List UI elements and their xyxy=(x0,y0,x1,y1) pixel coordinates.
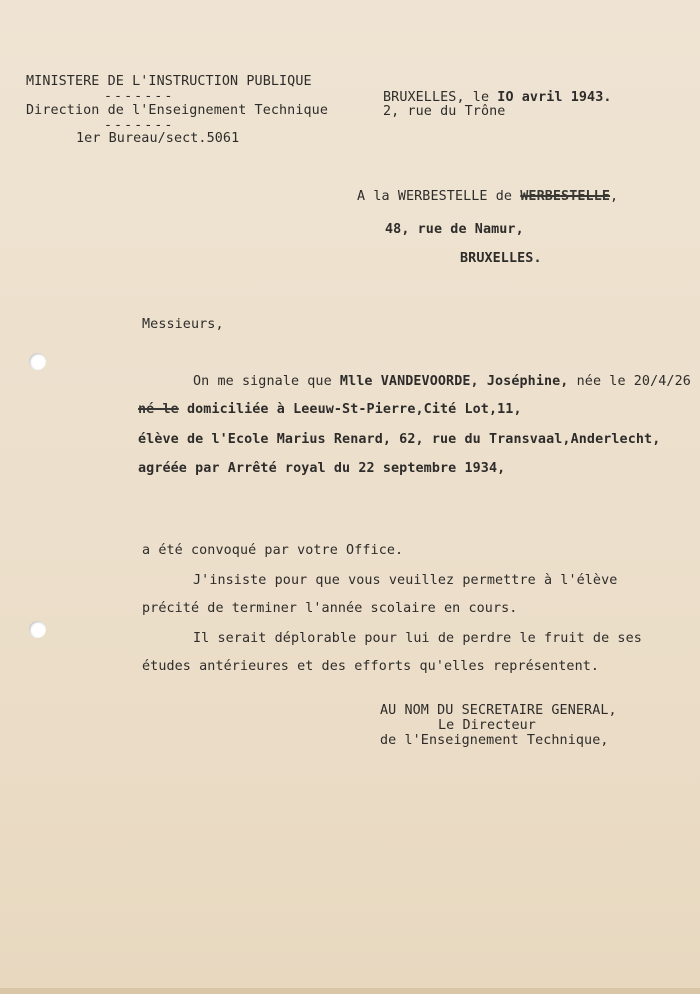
body-p4-line1: Il serait déplorable pour lui de perdre le fruit de ses xyxy=(193,631,642,646)
heading-dashes-1: ------- xyxy=(104,89,175,104)
heading-dashes-2: ------- xyxy=(104,118,175,133)
p1-struck-text: né le xyxy=(138,402,179,417)
p1-prefix: On me signale que xyxy=(193,374,340,389)
bureau-reference: 1er Bureau/sect.5061 xyxy=(76,131,240,146)
punch-hole-bottom xyxy=(29,621,46,638)
recipient-line xyxy=(357,189,618,205)
paper-bottom-edge xyxy=(0,988,700,994)
signature-line3: de l'Enseignement Technique, xyxy=(380,733,609,748)
recipient-address: 48, rue de Namur, xyxy=(385,222,524,237)
salutation: Messieurs, xyxy=(142,317,224,332)
direction-heading: Direction de l'Enseignement Technique xyxy=(26,103,328,118)
recipient-name: WERBESTELLE de xyxy=(397,189,521,204)
punch-hole-top xyxy=(29,353,46,370)
p1-birth: née le 20/4/26 xyxy=(568,374,691,389)
sender-street: 2, rue du Trône xyxy=(383,104,506,119)
p1-name: VANDEVOORDE, Joséphine, xyxy=(372,374,569,389)
signature-line2: Le Directeur xyxy=(438,718,536,733)
body-p1-line2 xyxy=(138,402,522,418)
body-p1-line4: agréée par Arrêté royal du 22 septembre 1934, xyxy=(138,461,506,476)
body-p1-line1 xyxy=(193,374,691,390)
body-p4-line2: études antérieures et des efforts qu'elles représentent. xyxy=(142,659,600,674)
ministry-heading: MINISTERE DE L'INSTRUCTION PUBLIQUE xyxy=(26,74,312,89)
body-p1-line3: élève de l'Ecole Marius Renard, 62, rue du Transvaal,Anderlecht, xyxy=(138,432,661,447)
recipient-prefix: A la xyxy=(357,189,398,204)
recipient-suffix: , xyxy=(610,189,619,204)
body-p3-line2: précité de terminer l'année scolaire en cours. xyxy=(142,601,518,616)
city-date-prefix: BRUXELLES, le xyxy=(383,90,498,105)
recipient-struck-word: WERBESTELLE xyxy=(520,189,611,204)
recipient-city: BRUXELLES. xyxy=(460,251,542,266)
p1-domicile: domiciliée à Leeuw-St-Pierre,Cité Lot,11, xyxy=(178,402,522,417)
body-p3-line1: J'insiste pour que vous veuillez permettre à l'élève xyxy=(193,573,618,588)
letter-date: IO avril 1943. xyxy=(497,90,612,105)
body-p2: a été convoqué par votre Office. xyxy=(142,543,404,558)
p1-title: Mlle xyxy=(339,374,373,389)
signature-line1: AU NOM DU SECRETAIRE GENERAL, xyxy=(380,703,617,718)
